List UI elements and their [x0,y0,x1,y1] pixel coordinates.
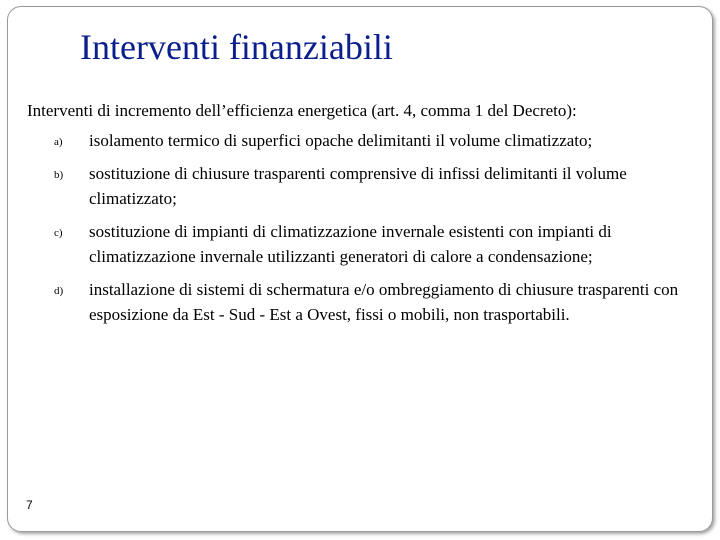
slide-number: 7 [26,498,33,512]
list-item-d [27,277,699,327]
intervention-list [27,128,699,327]
list-item-text: sostituzione di chiusure trasparenti comprensive di infissi delimitanti il volume climatizzato; [89,164,627,208]
list-item-b [27,161,699,211]
list-marker: c) [54,227,63,239]
list-item-a [27,128,699,153]
list-marker: d) [54,285,64,297]
intro-text: Interventi di incremento dell’efficienza energetica (art. 4, comma 1 del Decreto): [27,101,577,120]
slide-body [27,98,699,335]
list-item-text: isolamento termico di superfici opache delimitanti il volume climatizzato; [89,131,593,150]
slide-title: Interventi finanziabili [80,27,393,67]
list-marker: b) [54,169,64,181]
list-marker: a) [54,136,63,148]
list-item-text: installazione di sistemi di schermatura e/o ombreggiamento di chiusure trasparenti con esposizione da Est ‐ Sud ‐ Est a Ovest, fissi o mobili, non trasportabili. [89,280,679,324]
list-item-c [27,219,699,269]
list-item-text: sostituzione di impianti di climatizzazione invernale esistenti con impianti di climatizzazione invernale utilizzanti generatori di calore a condensazione; [89,222,612,266]
